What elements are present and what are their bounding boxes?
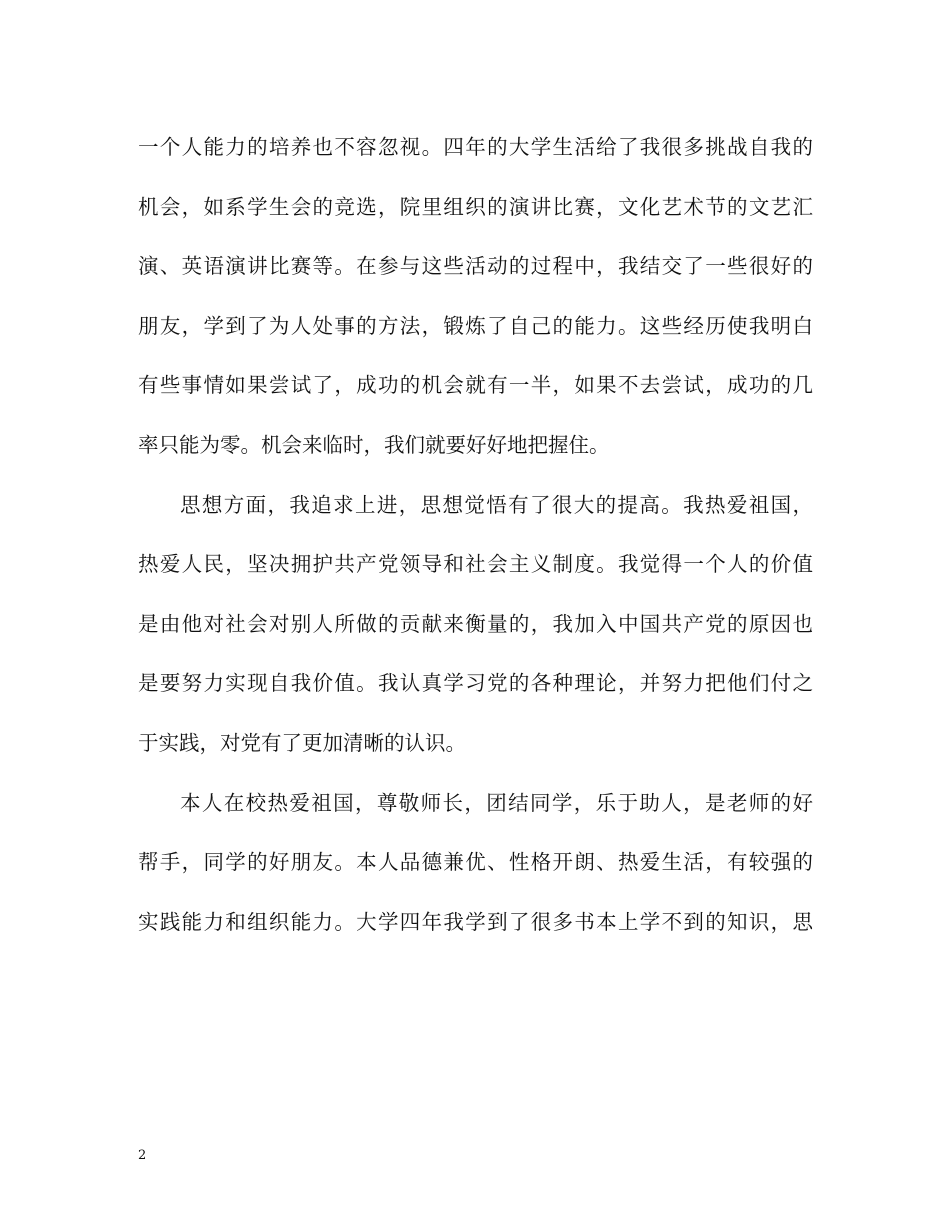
text-line-14: 实践能力和组织能力。大学四年我学到了很多书本上学不到的知识，思 <box>138 909 813 934</box>
text-line-8: 热爱人民，坚决拥护共产党领导和社会主义制度。我觉得一个人的价值 <box>138 552 813 577</box>
text-line-13: 帮手，同学的好朋友。本人品德兼优、性格开朗、热爱生活，有较强的 <box>138 850 813 875</box>
text-line-2: 机会，如系学生会的竞选，院里组织的演讲比赛，文化艺术节的文艺汇 <box>138 194 813 219</box>
text-line-6: 率只能为零。机会来临时，我们就要好好地把握住。 <box>138 432 610 457</box>
text-line-3: 演、英语演讲比赛等。在参与这些活动的过程中，我结交了一些很好的 <box>138 254 813 279</box>
text-line-4: 朋友，学到了为人处事的方法，锻炼了自己的能力。这些经历使我明白 <box>138 313 813 338</box>
text-line-11: 于实践，对党有了更加清晰的认识。 <box>138 730 466 755</box>
text-line-7: 思想方面，我追求上进，思想觉悟有了很大的提高。我热爱祖国， <box>180 492 813 517</box>
body-text <box>138 118 813 952</box>
text-line-1: 一个人能力的培养也不容忽视。四年的大学生活给了我很多挑战自我的 <box>138 135 813 159</box>
page-number: 2 <box>138 1148 147 1163</box>
text-line-5: 有些事情如果尝试了，成功的机会就有一半，如果不去尝试，成功的几 <box>138 373 813 398</box>
text-line-9: 是由他对社会对别人所做的贡献来衡量的，我加入中国共产党的原因也 <box>138 611 813 636</box>
text-line-10: 是要努力实现自我价值。我认真学习党的各种理论，并努力把他们付之 <box>138 671 813 696</box>
text-line-12: 本人在校热爱祖国，尊敬师长，团结同学，乐于助人，是老师的好 <box>180 790 813 815</box>
